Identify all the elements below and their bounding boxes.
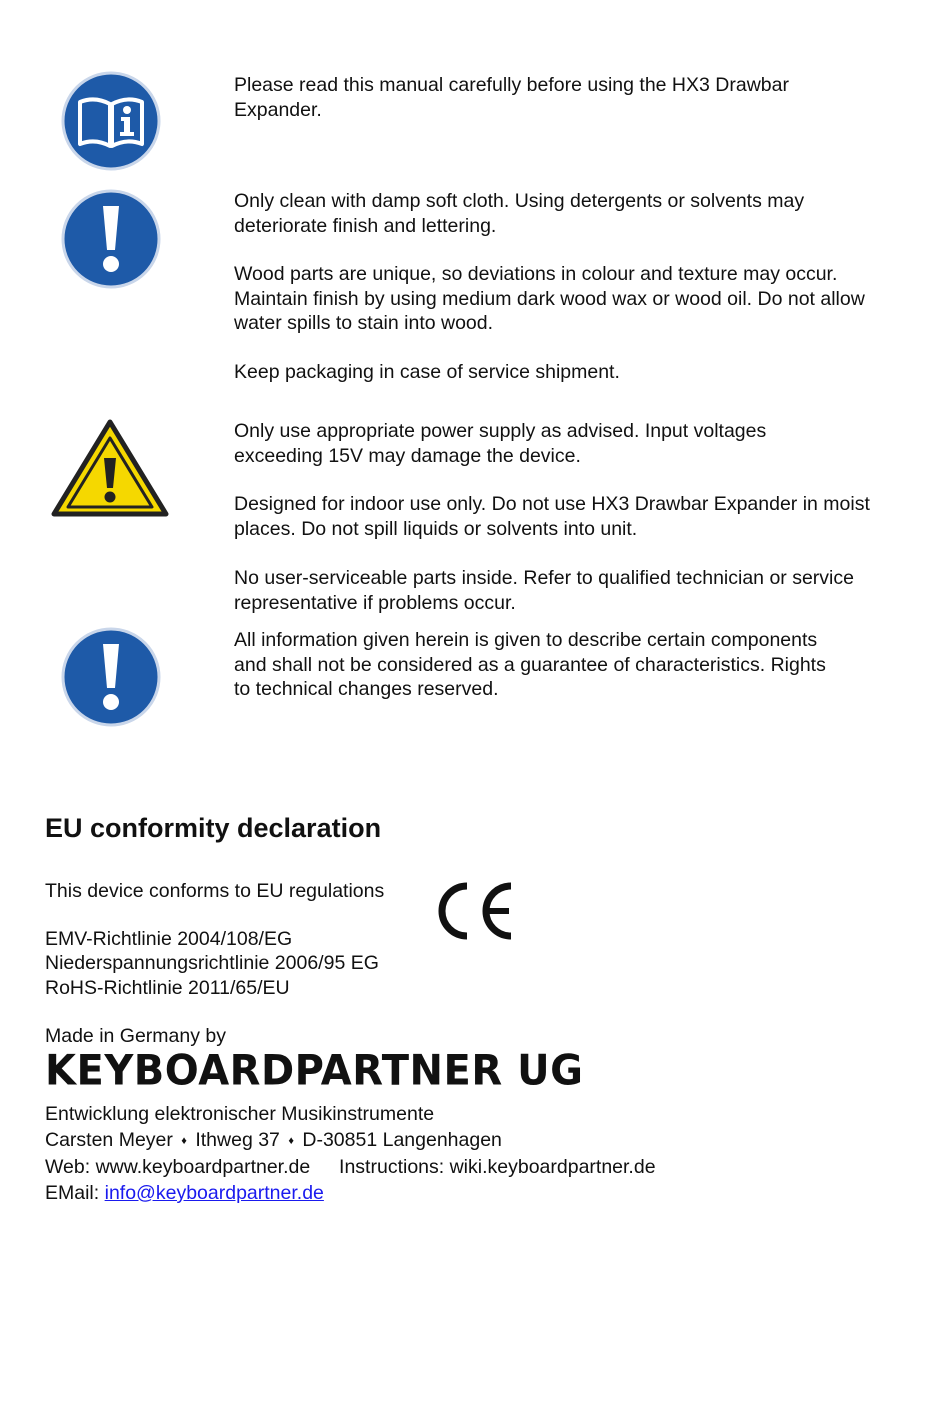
notice-text: Please read this manual carefully before using the HX3 Drawbar Expander. bbox=[234, 74, 789, 121]
eu-intro: This device conforms to EU regulations bbox=[45, 880, 385, 902]
exclamation-icon bbox=[58, 626, 164, 728]
brand-logo: KEYBOARDPARTNER UG bbox=[45, 1046, 584, 1096]
email-line bbox=[45, 1181, 324, 1206]
instructions-label: Instructions: wiki.keyboardpartner.de bbox=[339, 1156, 656, 1178]
notice-text: Wood parts are unique, so deviations in colour and texture may occur. Maintain finish by using medium dark wood wax or wood oil. Do not allow water spills to stain into wood. bbox=[234, 263, 865, 334]
warning-icon bbox=[48, 416, 172, 520]
exclamation-icon bbox=[58, 188, 164, 290]
email-label: EMail: bbox=[45, 1182, 105, 1204]
notice-text: Only use appropriate power supply as advised. Input voltages exceeding 15V may damage the device. bbox=[234, 420, 767, 467]
ce-mark-icon bbox=[437, 882, 517, 940]
company-address bbox=[45, 1128, 502, 1153]
notice-text: All information given herein is given to describe certain components and shall not be considered as a guarantee of characteristics. Rights to technical changes reserved. bbox=[234, 629, 826, 700]
notice-text: Keep packaging in case of service shipment. bbox=[234, 361, 620, 383]
email-link[interactable]: info@keyboardpartner.de bbox=[104, 1182, 324, 1204]
address-street: Ithweg 37 bbox=[195, 1129, 280, 1151]
eu-heading: EU conformity declaration bbox=[45, 813, 382, 843]
made-in-label: Made in Germany by bbox=[45, 1025, 226, 1047]
notice-text: No user-serviceable parts inside. Refer to qualified technician or service representative if problems occur. bbox=[234, 567, 854, 614]
separator-icon: ♦ bbox=[181, 1134, 187, 1147]
directive-item: RoHS-Richtlinie 2011/65/EU bbox=[45, 977, 290, 999]
address-name: Carsten Meyer bbox=[45, 1129, 173, 1151]
notice-text: Only clean with damp soft cloth. Using detergents or solvents may deteriorate finish and lettering. bbox=[234, 190, 805, 237]
directive-item: Niederspannungsrichtlinie 2006/95 EG bbox=[45, 952, 379, 974]
manual-icon bbox=[58, 70, 164, 172]
directive-item: EMV-Richtlinie 2004/108/EG bbox=[45, 928, 293, 950]
company-tagline: Entwicklung elektronischer Musikinstrumente bbox=[45, 1103, 435, 1125]
separator-icon: ♦ bbox=[288, 1134, 294, 1147]
address-city: D-30851 Langenhagen bbox=[302, 1129, 502, 1151]
notice-text: Designed for indoor use only. Do not use HX3 Drawbar Expander in moist places. Do not spill liquids or solvents into unit. bbox=[234, 493, 870, 540]
web-label: Web: www.keyboardpartner.de bbox=[45, 1156, 311, 1178]
web-line bbox=[45, 1155, 656, 1180]
